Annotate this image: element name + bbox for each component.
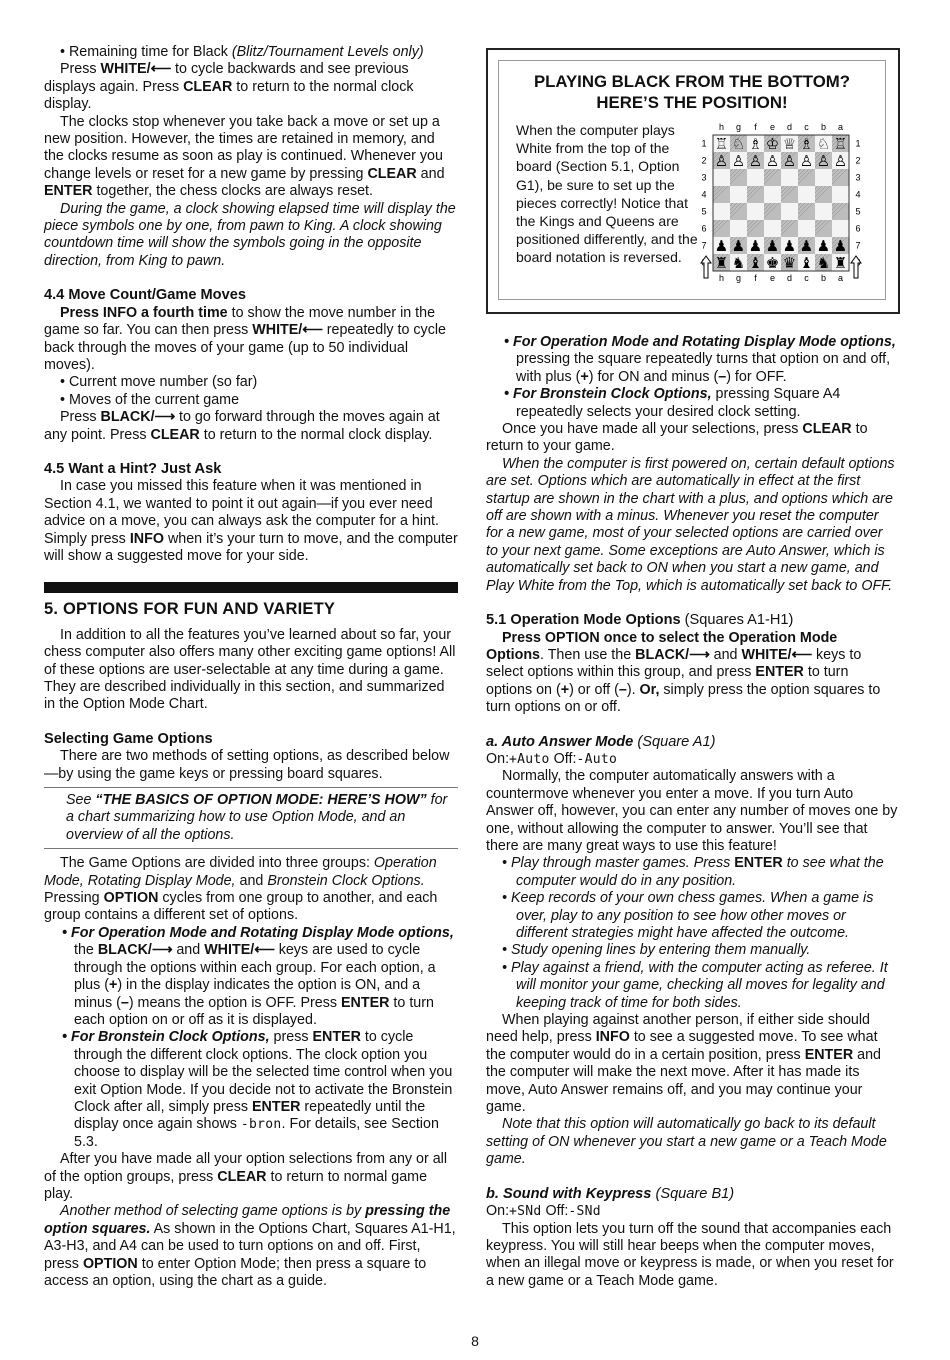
white-pawn: ♙ xyxy=(816,152,831,170)
white-pawn: ♙ xyxy=(799,152,814,170)
white-pawn: ♙ xyxy=(765,152,780,170)
paragraph: When playing against another person, if either side should need help, press INFO to see a suggested move. To see what the computer would do in a certain position, press ENTER and the computer will make the next move. After it has made its move, Auto Answer remains off, and you may continue your game. xyxy=(486,1012,881,1116)
paragraph: The clocks stop whenever you take back a move or set up a new position. However, the times are retained in memory, and the clocks resume as soon as play is continued. Whenever you change levels or reset for a new game by pressing CLEAR and ENTER together, the chess clocks are always reset. xyxy=(44,113,445,200)
file-label-bottom: f xyxy=(754,273,757,283)
chessboard-diagram xyxy=(695,119,875,294)
paragraph: Press INFO a fourth time to show the move number in the game so far. You can then press WHITE/⟵ repeatedly to cycle back through the moves of your game (up to 50 individual moves). xyxy=(44,304,446,373)
section-heading: Selecting Game Options xyxy=(44,730,213,747)
paragraph: Press OPTION once to select the Operation Mode Options. Then use the BLACK/⟶ and WHITE/⟵ keys to select options within this group, and press ENTER to turn options on (+) or off (–). Or, simply press the option squares to turn options on or off. xyxy=(486,629,881,716)
paragraph: Another method of selecting game options is by pressing the option squares. As shown in the Options Chart, Squares A1-H1, A3-H3, and A4 can be used to turn options on and off. First, press OPTION to enter Option Mode; then press a square to access an option, using the chart as a guide. xyxy=(44,1203,456,1289)
rank-label-left: 1 xyxy=(701,138,707,149)
rank-label-right: 7 xyxy=(855,240,861,251)
file-label-top: a xyxy=(837,122,844,132)
white-pawn: ♙ xyxy=(748,152,763,170)
file-label-top: g xyxy=(735,122,742,132)
page-number: 8 xyxy=(471,1333,479,1349)
white-piece: ♔ xyxy=(765,135,780,153)
section-heading: 4.5 Want a Hint? Just Ask xyxy=(44,460,222,477)
see-also-note: See “THE BASICS OF OPTION MODE: HERE’S HOW” for a chart summarizing how to use Option Mode, and an overview of all the options. xyxy=(44,787,458,849)
file-label-top: c xyxy=(804,122,809,132)
white-pawn: ♙ xyxy=(782,152,797,170)
paragraph: In case you missed this feature when it was mentioned in Section 4.1, we wanted to point it out again—if you ever need advice on a move, you can always ask the computer for a hint. Simply press INFO when it’s your turn to move, and the computer will show a suggested move for your side. xyxy=(44,478,458,564)
paragraph: Press WHITE/⟵ to cycle backwards and see previous displays again. Press CLEAR to return to the normal clock display. xyxy=(44,61,414,113)
paragraph: In addition to all the features you’ve learned about so far, your chess computer also offers many other exciting game options! All of these options are user-selectable at any time during a game. They are described individually in this section, and summarized in the Option Mode Chart. xyxy=(44,626,456,713)
left-arrow-icon: ⟵ xyxy=(254,942,275,959)
black-piece: ♛ xyxy=(782,254,797,272)
black-pawn: ♟ xyxy=(731,237,746,255)
list-item: • For Bronstein Clock Options, pressing Square A4 repeatedly selects your desired clock setting. xyxy=(504,386,841,420)
file-label-bottom: d xyxy=(786,273,793,283)
left-column xyxy=(44,44,458,1290)
white-pawn: ♙ xyxy=(731,152,746,170)
paragraph: After you have made all your option selections from any or all of the option groups, press CLEAR to return to normal game play. xyxy=(44,1151,448,1202)
paragraph: Normally, the computer automatically answers with a countermove whenever you enter a move. If you turn Auto Answer off, however, you can enter any number of moves one by one, without allowing the computer to answer. You’ll see that there are many great ways to use this feature! xyxy=(486,768,898,854)
paragraph: • Remaining time for Black (Blitz/Tournament Levels only) xyxy=(60,44,424,60)
file-label-bottom: b xyxy=(820,273,827,283)
list-item: • Moves of the current game xyxy=(60,391,240,408)
board-square xyxy=(713,203,730,220)
callout-title: PLAYING BLACK FROM THE BOTTOM? HERE’S THE POSITION! xyxy=(533,72,851,112)
board-square xyxy=(730,220,747,237)
white-piece: ♘ xyxy=(731,135,746,153)
black-pawn: ♟ xyxy=(833,237,848,255)
paragraph: This option lets you turn off the sound that accompanies each keypress. You will still hear beeps when the computer moves, when an illegal move or keypress is made, or when you reset for a new game or a Teach Mode game. xyxy=(486,1220,894,1289)
black-pawn: ♟ xyxy=(765,237,780,255)
white-pawn: ♙ xyxy=(714,152,729,170)
list-item: • Play through master games. Press ENTER to see what the computer would do in any position. xyxy=(502,855,884,889)
board-square xyxy=(815,169,832,186)
file-label-bottom: g xyxy=(735,273,742,283)
board-square xyxy=(781,203,798,220)
rank-label-left: 4 xyxy=(701,189,707,200)
paragraph: During the game, a clock showing elapsed time will display the piece symbols one by one, from pawn to King. A clock showing countdown time will show the symbols going in the opposite direction, from King to pawn. xyxy=(44,200,456,269)
paragraph: There are two methods of setting options, as described below—by using the game keys or pressing board squares. xyxy=(44,748,450,782)
white-piece: ♖ xyxy=(714,135,729,153)
left-arrow-icon: ⟵ xyxy=(150,61,172,78)
black-pawn: ♟ xyxy=(816,237,831,255)
white-piece: ♘ xyxy=(816,135,831,153)
rank-label-right: 2 xyxy=(855,155,861,166)
board-square xyxy=(832,220,849,237)
black-piece: ♝ xyxy=(799,254,814,272)
section-heading: 4.4 Move Count/Game Moves xyxy=(44,287,246,304)
file-label-top: f xyxy=(754,122,757,132)
lcd-on-off-readout: On:+SNd Off:-SNd xyxy=(486,1203,601,1220)
board-square xyxy=(815,203,832,220)
board-square xyxy=(730,186,747,203)
subsection-heading: b. Sound with Keypress (Square B1) xyxy=(486,1185,735,1202)
left-arrow-icon: ⟵ xyxy=(791,646,813,663)
list-item: • For Bronstein Clock Options, press ENTER to cycle through the different clock options. The clock option you choose to display will be the selected time control when you exit Option Mode. If you decide not to activate the Bronstein Clock after all, simply press ENTER repeatedly until the display once again shows -bron. For details, see Section 5.3. xyxy=(62,1029,453,1150)
lcd-on-off-readout: On:+Auto Off:-Auto xyxy=(486,750,618,767)
callout-text: When the computer plays White from the top of the board (Section 5.1, Option G1), be sure to set up the pieces correctly! Notice that the Kings and Queens are positioned differently, and the board notation is reversed. xyxy=(516,122,698,266)
file-label-bottom: e xyxy=(769,273,776,283)
subsection-heading: a. Auto Answer Mode (Square A1) xyxy=(486,733,716,750)
black-piece: ♜ xyxy=(833,254,848,272)
list-item: • For Operation Mode and Rotating Display Mode options, the BLACK/⟶ and WHITE/⟵ keys are used to cycle through the options within each group. For each option, a plus (+) in the display indicates the option is ON, and a minus (–) means the option is OFF. Press ENTER to turn each option on or off as it is displayed. xyxy=(62,924,454,1028)
black-piece: ♚ xyxy=(765,254,780,272)
rank-label-right: 1 xyxy=(855,138,861,149)
list-item: • For Operation Mode and Rotating Display Mode options, pressing the square repeatedly turns that option on and off, with plus (+) for ON and minus (–) for OFF. xyxy=(504,334,896,385)
file-label-bottom: a xyxy=(837,273,844,283)
list-item: • Keep records of your own chess games. When a game is over, play to any position to see how other moves or different strategies might have affected the outcome. xyxy=(502,890,874,941)
board-square xyxy=(764,186,781,203)
file-label-top: d xyxy=(786,122,793,132)
board-square xyxy=(713,169,730,186)
black-piece: ♝ xyxy=(748,254,763,272)
right-column xyxy=(486,334,898,1290)
board-square xyxy=(798,186,815,203)
list-item: • Play against a friend, with the computer acting as referee. It will monitor your game, checking all moves for legality and keeping track of time for both sides. xyxy=(502,959,888,1011)
board-square xyxy=(832,186,849,203)
rank-label-right: 6 xyxy=(855,223,861,234)
chapter-heading: 5. OPTIONS FOR FUN AND VARIETY xyxy=(44,600,336,619)
section-divider-bar xyxy=(44,582,458,593)
black-pawn: ♟ xyxy=(714,237,729,255)
file-label-top: e xyxy=(769,122,776,132)
position-callout-inner xyxy=(498,60,886,300)
rank-label-left: 2 xyxy=(701,155,707,166)
right-arrow-icon: ⟶ xyxy=(151,942,173,959)
paragraph: Note that this option will automatically go back to its default setting of ON whenever you start a new game or a Teach Mode game. xyxy=(486,1116,887,1168)
right-arrow-icon: ⟶ xyxy=(154,409,176,426)
rank-label-right: 3 xyxy=(855,172,861,183)
file-label-bottom: h xyxy=(718,273,725,283)
paragraph: Press BLACK/⟶ to go forward through the moves again at any point. Press CLEAR to return to the normal clock display. xyxy=(44,409,440,443)
rank-label-right: 4 xyxy=(855,189,861,200)
black-piece: ♞ xyxy=(816,254,831,272)
white-piece: ♗ xyxy=(748,135,763,153)
paragraph: Once you have made all your selections, press CLEAR to return to your game. xyxy=(486,421,868,455)
white-pawn: ♙ xyxy=(833,152,848,170)
section-heading: 5.1 Operation Mode Options (Squares A1-H1) xyxy=(486,612,794,629)
white-piece: ♕ xyxy=(782,135,797,153)
file-label-top: h xyxy=(718,122,725,132)
black-pawn: ♟ xyxy=(748,237,763,255)
paragraph: When the computer is first powered on, certain default options are set. Options which are automatically in effect at the first startup are shown in the chart with a plus, and options which are off are shown with a minus. Whenever you reset the computer for a new game, most of your selected options are carried over to your next game. Some exceptions are Auto Answer, which is automatically set back to ON when you start a new game, and Play White from the Top, which is automatically set back to OFF. xyxy=(486,455,895,594)
board-square xyxy=(747,169,764,186)
position-callout-box xyxy=(486,48,900,314)
rank-label-left: 6 xyxy=(701,223,707,234)
list-item: • Current move number (so far) xyxy=(60,374,258,391)
list-item: • Study opening lines by entering them manually. xyxy=(502,942,811,959)
black-piece: ♜ xyxy=(714,254,729,272)
board-square xyxy=(781,169,798,186)
board-square xyxy=(747,203,764,220)
black-piece: ♞ xyxy=(731,254,746,272)
black-pawn: ♟ xyxy=(782,237,797,255)
white-piece: ♗ xyxy=(799,135,814,153)
left-arrow-icon: ⟵ xyxy=(302,322,323,339)
white-piece: ♖ xyxy=(833,135,848,153)
paragraph: The Game Options are divided into three groups: Operation Mode, Rotating Display Mode, and Bronstein Clock Options. Pressing OPTION cycles from one group to another, and each group contains a different set of options. xyxy=(44,855,438,924)
rank-label-right: 5 xyxy=(855,206,861,217)
black-pawn: ♟ xyxy=(799,237,814,255)
board-square xyxy=(798,220,815,237)
rank-label-left: 7 xyxy=(701,240,707,251)
rank-label-left: 5 xyxy=(701,206,707,217)
file-label-bottom: c xyxy=(804,273,809,283)
board-square xyxy=(764,220,781,237)
file-label-top: b xyxy=(820,122,827,132)
right-arrow-icon: ⟶ xyxy=(689,646,710,663)
rank-label-left: 3 xyxy=(701,172,707,183)
